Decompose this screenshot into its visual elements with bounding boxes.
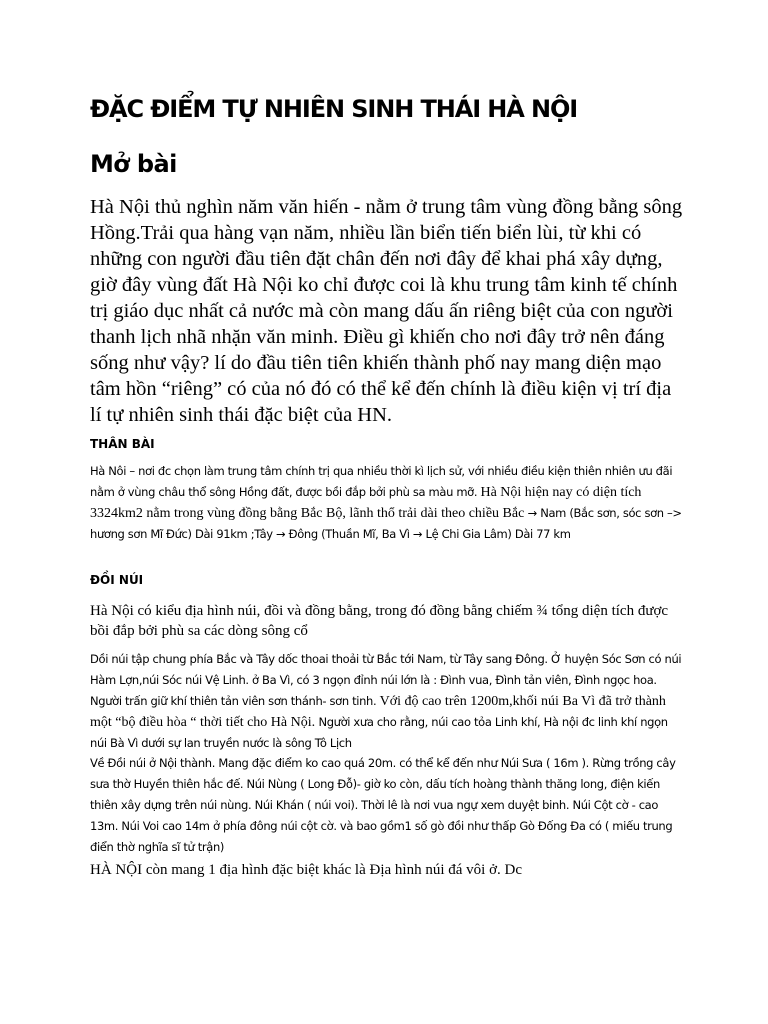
body-paragraph-part3: → Nam (Bắc sơn, sóc sơn –> hương sơn Mĩ Đức) Dài 91km ;Tây → Đông (Thuần Mĩ, Ba Vì → Lệ Chi Gia Lâm) Dài 77 km xyxy=(90,506,682,541)
hills-paragraph-2-part3: Người xưa cho rằng, núi cao tỏa Linh khí, Hà nội đc linh khí ngọn núi Bà Vì dưới sự lan truyền nước là sông Tô Lịch xyxy=(90,715,668,750)
hills-paragraph-2-part2: Với độ cao trên 1200m,khối núi Ba Vì đã trở thành một “bộ điều hòa “ thời tiết cho Hà Nội. xyxy=(90,694,666,730)
hills-paragraph-3: Về Đồi núi ở Nội thành. Mang đặc điểm ko cao quá 20m. có thể kể đến như Núi Sưa ( 16m ). Rừng trồng cây sưa thờ Huyền thiên hắc đế. Núi Nùng ( Long Đỗ)- giờ ko còn, dấu tích hoàng thành thăng long, điện kiến thiên xây dựng trên núi nùng. Núi Khán ( núi voi). Thời lê là nơi vua ngự xem duyệt binh. Núi Cột cờ - cao 13m. Núi Voi cao 14m ở phía đông núi cột cờ. và bao gồm1 số gò đồi như thấp Gò Đống Đa có ( miếu trung điển thờ nghĩa sĩ tử trận) xyxy=(90,756,676,854)
intro-paragraph: Hà Nội thủ nghìn năm văn hiến - nằm ở trung tâm vùng đồng bằng sông Hồng.Trải qua hàng vạn năm, nhiều lần biển tiến biển lùi, từ khi có những con người đầu tiên đặt chân đến nơi đây để khai phá xây dựng, giờ đây vùng đất Hà Nội ko chỉ được coi là khu trung tâm kinh tế chính trị giáo dục nhất cả nước mà còn mang dấu ấn riêng biệt của con người thanh lịch nhã nhặn văn minh. Điều gì khiến cho nơi đây trở nên đáng sống như vậy? lí do đầu tiên tiên khiến thành phố nay mang diện mạo tâm hồn “riêng” có của nó đó có thể kể đến chính là điều kiện vị trí địa lí tự nhiên sinh thái đặc biệt của HN. xyxy=(90,196,683,426)
hills-paragraph-4: HÀ NỘI còn mang 1 địa hình đặc biệt khác là Địa hình núi đá vôi ở. Dc xyxy=(90,862,522,878)
hills-paragraph-2-part1: Dồi núi tập chung phía Bắc và Tây dốc thoai thoải từ Bắc tới Nam, từ Tây sang Đông. Ở huyện Sóc Sơn có núi Hàm Lợn,núi Sóc núi Vệ Linh. ở Ba Vì, có 3 ngọn đỉnh núi lớn là : Đình vua, Đình tản viên, Đình ngọc hoa. Người trấn giữ khí thiên tản viên sơn thánh- sơn tinh. xyxy=(90,652,682,708)
hills-paragraph-1: Hà Nội có kiểu địa hình núi, đồi và đồng bằng, trong đó đồng bằng chiếm ¾ tổng diện tích được bồi đắp bởi phù sa các dòng sông cổ xyxy=(90,603,669,639)
hills-heading: ĐỒI NÚI xyxy=(90,573,144,587)
body-heading: THÂN BÀI xyxy=(90,437,155,451)
body-paragraph xyxy=(90,461,686,545)
intro-heading: Mở bài xyxy=(90,150,177,178)
body-paragraph-part2: Hà Nội hiện nay có diện tích 3324km2 nằm trong vùng đồng bằng Bắc Bộ, lãnh thổ trải dài theo chiều Bắc xyxy=(90,485,642,521)
hills-paragraph-2 xyxy=(90,649,686,754)
body-paragraph-part1: Hà Nôi – nơi đc chọn làm trung tâm chính trị qua nhiều thời kì lịch sử, với nhiều điều kiện thiên nhiên ưu đãi nằm ở vùng châu thổ sông Hồng đất, được bồi đắp bởi phù sa màu mỡ. xyxy=(90,464,673,499)
document-title: ĐẶC ĐIỂM TỰ NHIÊN SINH THÁI HÀ NỘI xyxy=(90,95,578,123)
